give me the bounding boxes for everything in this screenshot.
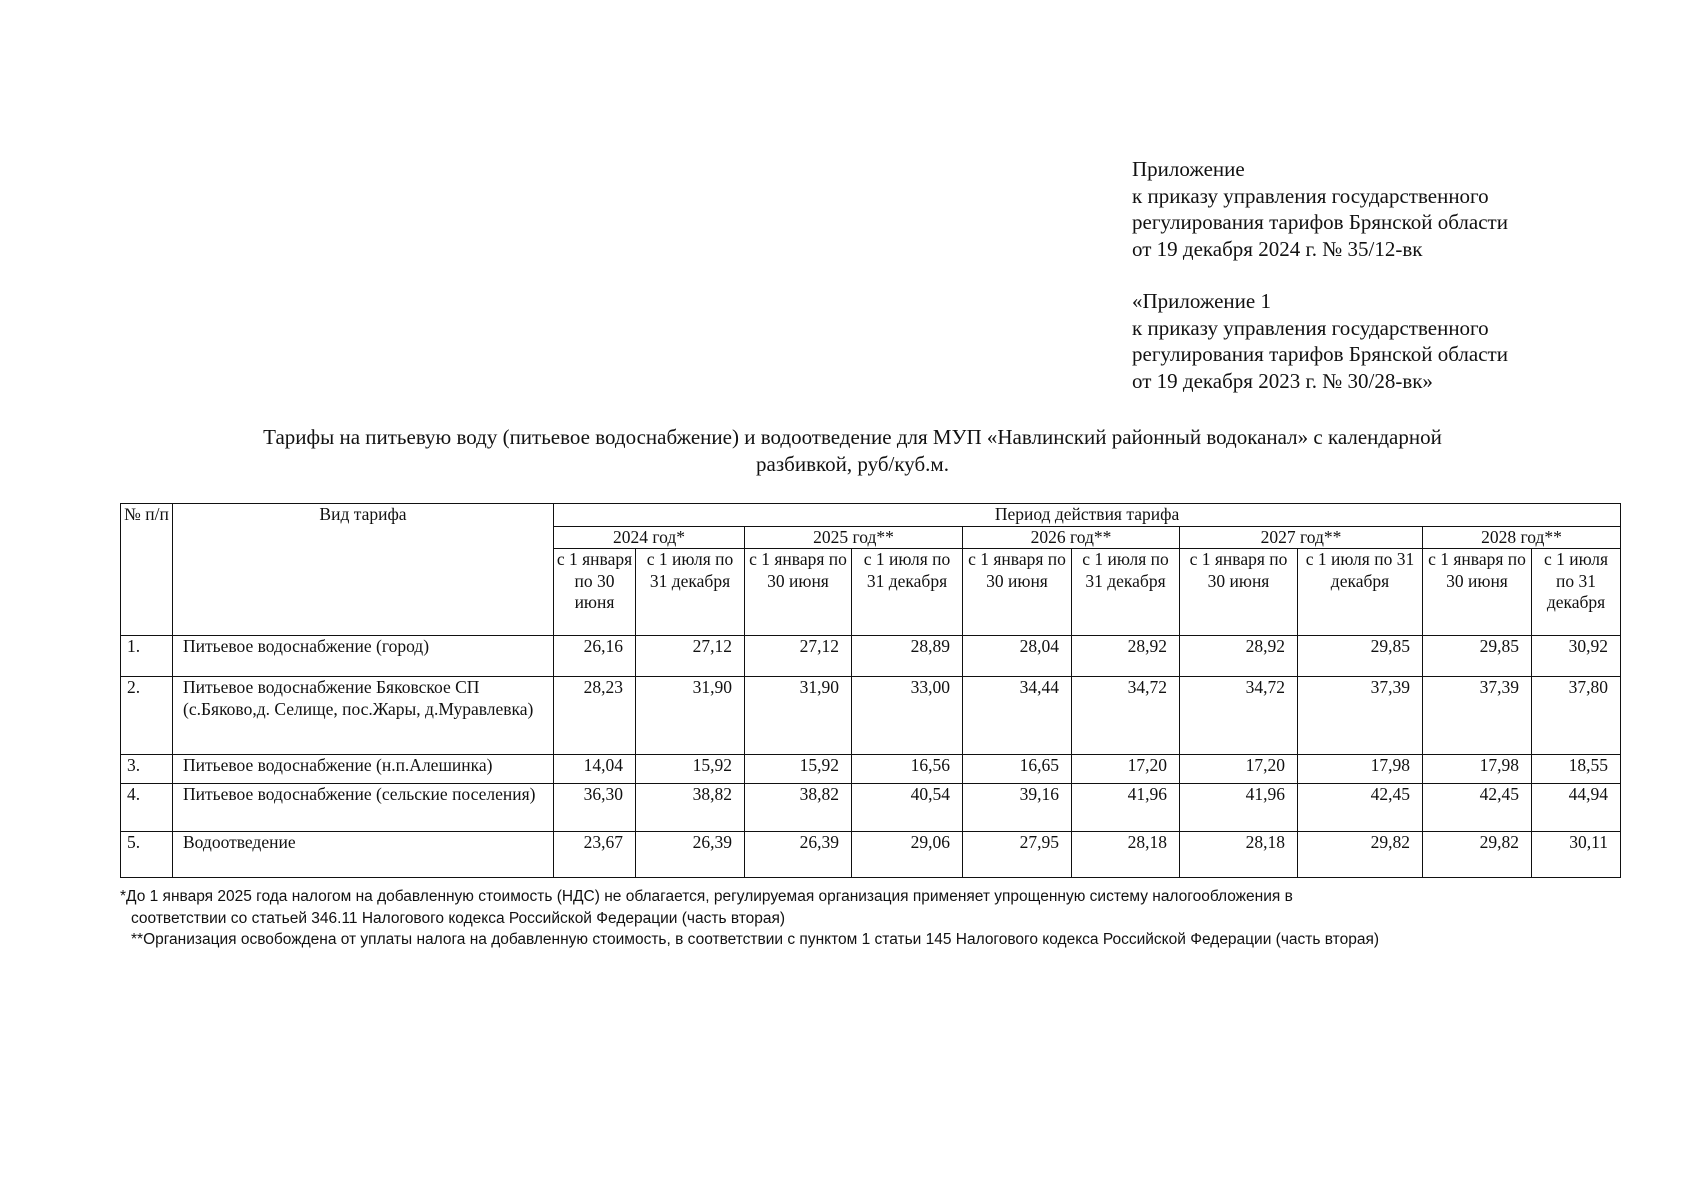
appendix-line: Приложение	[1132, 157, 1245, 181]
header-subperiod: с 1 января по 30 июня	[745, 549, 852, 636]
header-subperiod: с 1 января по 30 июня	[1423, 549, 1532, 636]
appendix-line: от 19 декабря 2024 г. № 35/12-вк	[1132, 236, 1423, 261]
tariff-value: 44,94	[1532, 784, 1621, 832]
tariff-value: 28,92	[1180, 636, 1298, 677]
tariff-value: 26,39	[745, 832, 852, 878]
appendix-line: от 19 декабря 2023 г. № 30/28-вк»	[1132, 368, 1433, 393]
tariff-value: 29,82	[1298, 832, 1423, 878]
header-year-2026: 2026 год**	[963, 526, 1180, 549]
tariff-value: 30,11	[1532, 832, 1621, 878]
row-number: 5.	[121, 832, 173, 878]
row-number: 2.	[121, 677, 173, 755]
tariff-value: 31,90	[745, 677, 852, 755]
tariff-value: 37,39	[1423, 677, 1532, 755]
tariff-value: 34,44	[963, 677, 1072, 755]
tariff-value: 42,45	[1298, 784, 1423, 832]
appendix-block	[1132, 156, 1508, 394]
header-subperiod: с 1 января по 30 июня	[963, 549, 1072, 636]
table-row	[121, 636, 1621, 677]
tariff-value: 26,16	[554, 636, 636, 677]
footnote-1-continued: соответствии со статьей 346.11 Налогового кодекса Российской Федерации (часть вторая)	[131, 909, 786, 927]
tariff-value: 29,85	[1298, 636, 1423, 677]
tariff-value: 18,55	[1532, 755, 1621, 784]
row-number: 3.	[121, 755, 173, 784]
tariff-value: 23,67	[554, 832, 636, 878]
tariff-value: 17,98	[1423, 755, 1532, 784]
tariff-value: 34,72	[1072, 677, 1180, 755]
header-period: Период действия тарифа	[554, 504, 1621, 527]
header-subperiod: с 1 июля по 31 декабря	[636, 549, 745, 636]
tariff-value: 28,23	[554, 677, 636, 755]
tariff-value: 28,92	[1072, 636, 1180, 677]
tariff-kind: Питьевое водоснабжение Бяковское СП (с.Бяково,д. Селище, пос.Жары, д.Муравлевка)	[173, 677, 554, 755]
header-year-2024: 2024 год*	[554, 526, 745, 549]
header-year-2027: 2027 год**	[1180, 526, 1423, 549]
tariff-value: 28,18	[1180, 832, 1298, 878]
appendix-line: регулирования тарифов Брянской области	[1132, 210, 1508, 234]
tariff-kind: Питьевое водоснабжение (н.п.Алешинка)	[173, 755, 554, 784]
tariff-kind: Питьевое водоснабжение (сельские поселения)	[173, 784, 554, 832]
tariff-value: 37,80	[1532, 677, 1621, 755]
footnotes	[120, 886, 1600, 951]
header-no: № п/п	[121, 504, 173, 636]
tariff-value: 27,12	[636, 636, 745, 677]
tariff-kind: Питьевое водоснабжение (город)	[173, 636, 554, 677]
tariff-value: 31,90	[636, 677, 745, 755]
tariff-value: 17,98	[1298, 755, 1423, 784]
tariff-value: 15,92	[636, 755, 745, 784]
header-subperiod: с 1 июля по 31 декабря	[1298, 549, 1423, 636]
tariff-value: 27,95	[963, 832, 1072, 878]
footnote-1: *До 1 января 2025 года налогом на добавленную стоимость (НДС) не облагается, регулируемая организация применяет упрощенную систему налогообложения в	[120, 888, 1293, 905]
header-subperiod: с 1 января по 30 июня	[554, 549, 636, 636]
row-number: 4.	[121, 784, 173, 832]
title-line-1: Тарифы на питьевую воду (питьевое водоснабжение) и водоотведение для МУП «Навлинский районный водоканал» с календарной	[263, 425, 1442, 449]
header-kind: Вид тарифа	[173, 504, 554, 636]
tariff-value: 30,92	[1532, 636, 1621, 677]
table-row	[121, 784, 1621, 832]
table-row	[121, 832, 1621, 878]
title-line-2: разбивкой, руб/куб.м.	[756, 452, 949, 476]
tariff-value: 41,96	[1180, 784, 1298, 832]
tariff-value: 16,65	[963, 755, 1072, 784]
tariff-value: 26,39	[636, 832, 745, 878]
header-subperiod: с 1 июля по 31 декабря	[1072, 549, 1180, 636]
table-row	[121, 677, 1621, 755]
tariff-value: 37,39	[1298, 677, 1423, 755]
tariff-value: 38,82	[636, 784, 745, 832]
footnote-2: **Организация освобождена от уплаты налога на добавленную стоимость, в соответствии с пунктом 1 статьи 145 Налогового кодекса Российской Федерации (часть вторая)	[131, 931, 1379, 948]
tariff-value: 28,89	[852, 636, 963, 677]
tariff-value: 39,16	[963, 784, 1072, 832]
tariff-value: 16,56	[852, 755, 963, 784]
tariff-kind: Водоотведение	[173, 832, 554, 878]
tariff-value: 28,04	[963, 636, 1072, 677]
header-subperiod: с 1 июля по 31 декабря	[1532, 549, 1621, 636]
table-row	[121, 755, 1621, 784]
appendix-line: к приказу управления государственного	[1132, 315, 1489, 340]
tariff-value: 33,00	[852, 677, 963, 755]
tariff-value: 29,06	[852, 832, 963, 878]
tariff-value: 42,45	[1423, 784, 1532, 832]
header-year-2025: 2025 год**	[745, 526, 963, 549]
appendix-spacer	[1132, 262, 1508, 288]
tariff-value: 28,18	[1072, 832, 1180, 878]
appendix-line: регулирования тарифов Брянской области	[1132, 342, 1508, 366]
header-subperiod: с 1 января по 30 июня	[1180, 549, 1298, 636]
tariff-value: 27,12	[745, 636, 852, 677]
tariff-value: 40,54	[852, 784, 963, 832]
tariff-value: 17,20	[1072, 755, 1180, 784]
tariff-value: 29,85	[1423, 636, 1532, 677]
tariff-value: 36,30	[554, 784, 636, 832]
appendix-line: к приказу управления государственного	[1132, 183, 1489, 208]
tariff-value: 15,92	[745, 755, 852, 784]
tariff-value: 38,82	[745, 784, 852, 832]
tariff-value: 34,72	[1180, 677, 1298, 755]
header-row-period	[121, 504, 1621, 527]
row-number: 1.	[121, 636, 173, 677]
document-title	[120, 424, 1585, 478]
header-subperiod: с 1 июля по 31 декабря	[852, 549, 963, 636]
tariff-value: 17,20	[1180, 755, 1298, 784]
tariff-value: 41,96	[1072, 784, 1180, 832]
appendix-line: «Приложение 1	[1132, 289, 1271, 313]
tariff-value: 29,82	[1423, 832, 1532, 878]
tariff-value: 14,04	[554, 755, 636, 784]
header-year-2028: 2028 год**	[1423, 526, 1621, 549]
tariff-table	[120, 503, 1621, 878]
